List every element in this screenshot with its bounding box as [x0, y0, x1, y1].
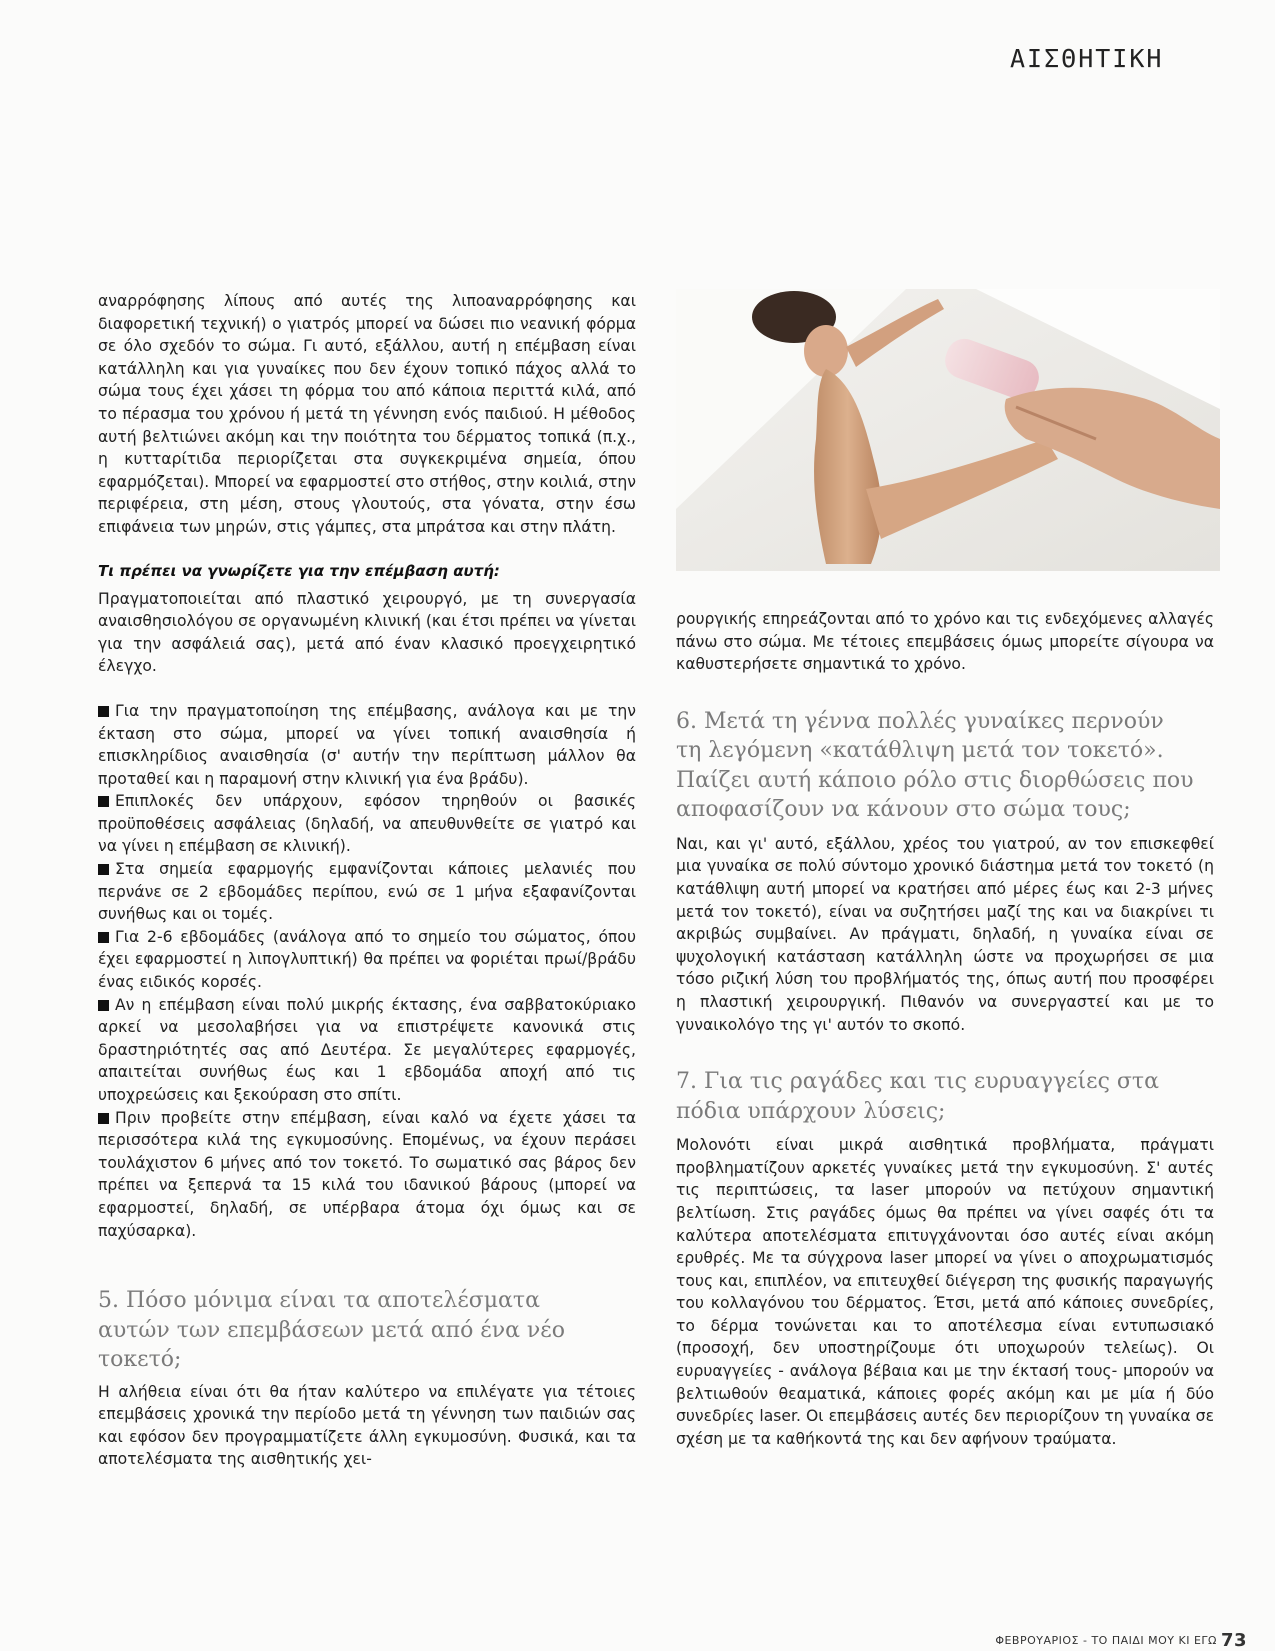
square-bullet-icon	[98, 1113, 109, 1124]
question-5-continued: ρουργικής επηρεάζονται από το χρόνο και τις ενδεχόμενες αλλαγές πάνω στο σώμα. Με τέτοιες επεμβάσεις όμως μπορείτε σίγουρα να καθυστερήσετε σημαντικά το χρόνο.	[676, 610, 1214, 674]
subheading: Τι πρέπει να γνωρίζετε για την επέμβαση αυτή:	[98, 561, 500, 580]
section-title: ΑΙΣΘΗΤΙΚΗ	[1010, 44, 1164, 73]
left-column	[98, 0, 636, 1471]
question-6-text: Ναι, και γι' αυτό, εξάλλου, χρέος του γιατρού, αν τον επισκεφθεί μια γυναίκα σε πολύ σύντομο χρονικό διάστημα μετά τον τοκετό (η κατάθλιψη αυτή μπορεί να κρατήσει από μέρες έως και 2-3 μήνες μετά τον τοκετό), είναι να συζητήσει μαζί της και να διακρίνει τι ακριβώς συμβαίνει. Αν πράγματι, δηλαδή, η γυναίκα είναι σε ψυχολογική κατάσταση κατάλληλη ώστε να προχωρήσει σε μια τόσο ριζική λύση του προβλήματός της, όπως αυτή που προσφέρει η πλαστική χειρουργική. Πιθανόν να συνεργαστεί και με το γυναικολόγο της γι' αυτόν το σκοπό.	[676, 834, 1214, 1034]
bullet-list	[98, 700, 636, 1242]
page-footer	[995, 1630, 1247, 1651]
intro-paragraph: αναρρόφησης λίπους από αυτές της λιποαναρρόφησης και διαφορετική τεχνική) ο γιατρός μπορεί να δώσει πιο νεανική φόρμα σε όλο σχεδόν το σώμα. Γι αυτό, εξάλλου, αυτή η επέμβαση είναι κατάλληλη και για γυναίκες που δεν έχουν τοπικό πάχος αλλά το σώμα τους έχει χάσει τη φόρμα του από κάποια περιττά κιλά, από το πέρασμα του χρόνου ή μετά τη γέννηση ενός παιδιού. Η μέθοδος αυτή βελτιώνει ακόμη και την ποιότητα του δέρματος τοπικά (π.χ., η κυτταρίτιδα περιορίζεται στα συγκεκριμένα σημεία, όπου εφαρμόζεται). Μπορεί να εφαρμοστεί στο στήθος, στην κοιλιά, στην περιφέρεια, στη μέση, στους γλουτούς, στα γόνατα, στην έσω επιφάνεια των μηρών, στις γάμπες, στα μπράτσα και στην πλάτη.	[98, 292, 636, 536]
square-bullet-icon	[98, 706, 109, 717]
issue-label: ΦΕΒΡΟΥΑΡΙΟΣ - ΤΟ ΠΑΙΔΙ ΜΟΥ ΚΙ ΕΓΩ	[995, 1634, 1217, 1647]
list-item: Για 2-6 εβδομάδες (ανάλογα από το σημείο του σώματος, όπου έχει εφαρμοστεί η λιπογλυπτική) θα πρέπει να φοριέται πρωί/βράδυ ένας ειδικός κορσές.	[98, 927, 636, 992]
list-item: Πριν προβείτε στην επέμβαση, είναι καλό να έχετε χάσει τα περισσότερα κιλά της εγκυμοσύνης. Επομένως, να έχουν περάσει τουλάχιστον 6 μήνες από τον τοκετό. Το σωματικό σας βάρος δεν πρέπει να ξεπερνά τα 15 κιλά του ιδανικού βάρους (μπορεί να εφαρμοστεί, δηλαδή, σε υπέρβαρα άτομα όχι όμως και σε παχύσαρκα).	[98, 1108, 636, 1240]
question-6-heading: 6. Μετά τη γέννα πολλές γυναίκες περνούν τη λεγόμενη «κατάθλιψη μετά τον τοκετό». Παίζει αυτή κάποιο ρόλο στις διορθώσεις που αποφασίζουν να κάνουν στο σώμα τους;	[676, 708, 1194, 823]
question-5-heading: 5. Πόσο μόνιμα είναι τα αποτελέσματα αυτών των επεμβάσεων μετά από ένα νέο τοκετό;	[98, 1288, 565, 1373]
square-bullet-icon	[98, 932, 109, 943]
list-item: Επιπλοκές δεν υπάρχουν, εφόσον τηρηθούν οι βασικές προϋποθέσεις ασφάλειας (δηλαδή, να απευθυνθείτε σε γιατρό και να γίνει η επέμβαση σε κλινική).	[98, 792, 636, 856]
square-bullet-icon	[98, 864, 109, 875]
list-item: Αν η επέμβαση είναι πολύ μικρής έκτασης, ένα σαββατοκύριακο αρκεί να μεσολαβήσει για να επιστρέψετε κανονικά στις δραστηριότητές σας από Δευτέρα. Σε μεγαλύτερες εφαρμογές, απαιτείται συνήθως έως και 1 εβδομάδα αποχή από τις υποχρεώσεις και ξεκούραση στο σπίτι.	[98, 995, 636, 1104]
question-7-heading: 7. Για τις ραγάδες και τις ευρυαγγείες στα πόδια υπάρχουν λύσεις;	[676, 1069, 1159, 1124]
list-item: Για την πραγματοποίηση της επέμβασης, ανάλογα και με την έκταση στο σώμα, μπορεί να γίνει τοπική αναισθησία ή επισκληρίδιος αναισθησία (σ' αυτήν την περίπτωση μάλλον θα προταθεί και η παραμονή στην κλινική για ένα βράδυ).	[98, 701, 636, 788]
subheading-text: Πραγματοποιείται από πλαστικό χειρουργό, με τη συνεργασία αναισθησιολόγου σε οργανωμένη κλινική (και έτσι πρέπει να γίνεται για την ασφάλειά σας), μετά από έναν κλασικό προεγχειρητικό έλεγχο.	[98, 589, 636, 676]
page-number: 73	[1220, 1630, 1247, 1651]
question-5-text: Η αλήθεια είναι ότι θα ήταν καλύτερο να επιλέγατε για τέτοιες επεμβάσεις χρονικά την περίοδο μετά τη γέννηση των παιδιών σας και εφόσον δεν προγραμματίζετε άλλη εγκυμοσύνη. Φυσικά, και τα αποτελέσματα της αισθητικής χει-	[98, 1382, 636, 1469]
list-item: Στα σημεία εφαρμογής εμφανίζονται κάποιες μελανιές που περνάνε σε 2 εβδομάδες περίπου, ενώ σε 1 μήνα εξαφανίζονται συνήθως και οι τομές.	[98, 860, 636, 924]
right-column	[676, 0, 1214, 1450]
square-bullet-icon	[98, 796, 109, 807]
question-7-text: Μολονότι είναι μικρά αισθητικά προβλήματα, πράγματι προβληματίζουν αρκετές γυναίκες μετά την εγκυμοσύνη. Σ' αυτές τις περιπτώσεις, τα laser μπορούν να πετύχουν σημαντική βελτίωση. Στις ραγάδες όμως θα πρέπει να γίνει σαφές ότι τα καλύτερα αποτελέσματα επιτυγχάνονται όσο αυτές είναι ακόμη ερυθρές. Με τα σύγχρονα laser μπορεί να γίνει ο αποχρωματισμός τους και, επιπλέον, να επιτευχθεί διέγερση της φυσικής παραγωγής του κολλαγόνου του δέρματος. Έτσι, μετά από κάποιες συνεδρίες, το δέρμα τονώνεται και το αποτέλεσμα είναι εντυπωσιακό (προσοχή, δεν υποστηρίζουμε ότι υποχωρούν τελείως). Οι ευρυαγγείες - ανάλογα βέβαια και με την έκτασή τους- μπορούν να βελτιωθούν θεαματικά, κάποιες φορές ακόμη και με μία ή δύο συνεδρίες laser. Οι επεμβάσεις αυτές δεν περιορίζουν τη γυναίκα σε σχέση με τα καθήκοντά της και δεν αφήνουν τραύματα.	[676, 1136, 1214, 1448]
square-bullet-icon	[98, 1000, 109, 1011]
